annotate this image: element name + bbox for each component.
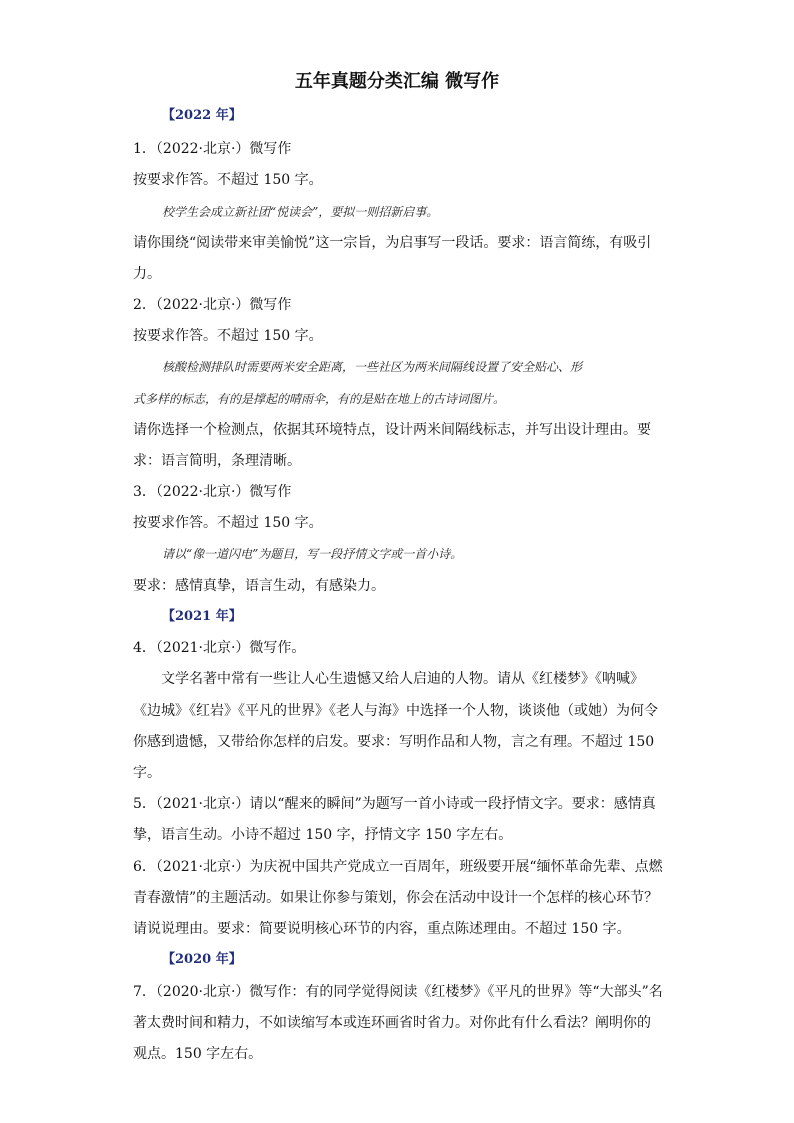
q1-material: 校学生会成立新社团“悦读会”，要拟一则招新启事。 — [162, 205, 439, 219]
q2-material-line-1: 核酸检测排队时需要两米安全距离，一些社区为两米间隔线设置了安全贴心、形 — [162, 360, 583, 374]
q4-prompt-line-1: 文学名著中常有一些让人心生遗憾又给人启迪的人物。请从《红楼梦》《呐喊》 — [161, 671, 644, 687]
q7-line-1: 7．（2020·北京·）微写作：有的同学觉得阅读《红楼梦》《平凡的世界》等“大部头”名 — [133, 984, 663, 1000]
q1-heading: 1．（2022·北京·）微写作 — [133, 141, 292, 157]
q5-line-1: 5．（2021·北京·）请以“醒来的瞬间”为题写一首小诗或一段抒情文字。要求：感情真 — [133, 796, 656, 812]
q2-prompt-line-1: 请你选择一个检测点，依据其环境特点，设计两米间隔线标志，并写出设计理由。要 — [133, 422, 651, 438]
q6-line-2: 青春激情”的主题活动。如果让你参与策划，你会在活动中设计一个怎样的核心环节？ — [133, 890, 659, 906]
q3-requirement: 按要求作答。不超过 150 字。 — [133, 515, 323, 531]
q4-heading: 4．（2021·北京·）微写作。 — [133, 640, 306, 656]
q4-prompt-line-4: 字。 — [133, 765, 161, 781]
q3-heading: 3．（2022·北京·）微写作 — [133, 484, 292, 500]
q1-prompt-line-2: 力。 — [133, 266, 161, 282]
page-title: 五年真题分类汇编 微写作 — [294, 71, 500, 92]
q5-line-2: 挚，语言生动。小诗不超过 150 字，抒情文字 150 字左右。 — [133, 827, 513, 843]
q4-prompt-line-2: 《边城》《红岩》《平凡的世界》《老人与海》中选择一个人物，谈谈他（或她）为何令 — [133, 703, 658, 719]
q6-line-3: 请说说理由。要求：简要说明核心环节的内容，重点陈述理由。不超过 150 字。 — [133, 921, 631, 937]
q3-prompt: 要求：感情真挚，语言生动，有感染力。 — [133, 578, 385, 594]
q3-material: 请以“像一道闪电”为题目，写一段抒情文字或一首小诗。 — [162, 547, 463, 561]
q1-requirement: 按要求作答。不超过 150 字。 — [133, 172, 323, 188]
q2-heading: 2．（2022·北京·）微写作 — [133, 297, 292, 313]
year-heading-2021: 【2021 年】 — [162, 609, 242, 624]
q2-material-line-2: 式多样的标志，有的是撑起的晴雨伞，有的是贴在地上的古诗词图片。 — [133, 392, 506, 406]
q4-prompt-line-3: 你感到遗憾，又带给你怎样的启发。要求：写明作品和人物，言之有理。不超过 150 — [133, 734, 655, 750]
year-heading-2020: 【2020 年】 — [162, 952, 242, 967]
q6-line-1: 6．（2021·北京·）为庆祝中国共产党成立一百周年，班级要开展“缅怀革命先辈、点燃 — [133, 859, 663, 875]
q7-line-2: 著太费时间和精力，不如读缩写本或连环画省时省力。对你此有什么看法？阐明你的 — [133, 1015, 651, 1031]
q2-requirement: 按要求作答。不超过 150 字。 — [133, 328, 323, 344]
year-heading-2022: 【2022 年】 — [162, 108, 242, 123]
q1-prompt-line-1: 请你围绕“阅读带来审美愉悦”这一宗旨，为启事写一段话。要求：语言简练，有吸引 — [133, 235, 652, 251]
q2-prompt-line-2: 求：语言简明，条理清晰。 — [133, 453, 301, 469]
q7-line-3: 观点。150 字左右。 — [133, 1046, 263, 1062]
